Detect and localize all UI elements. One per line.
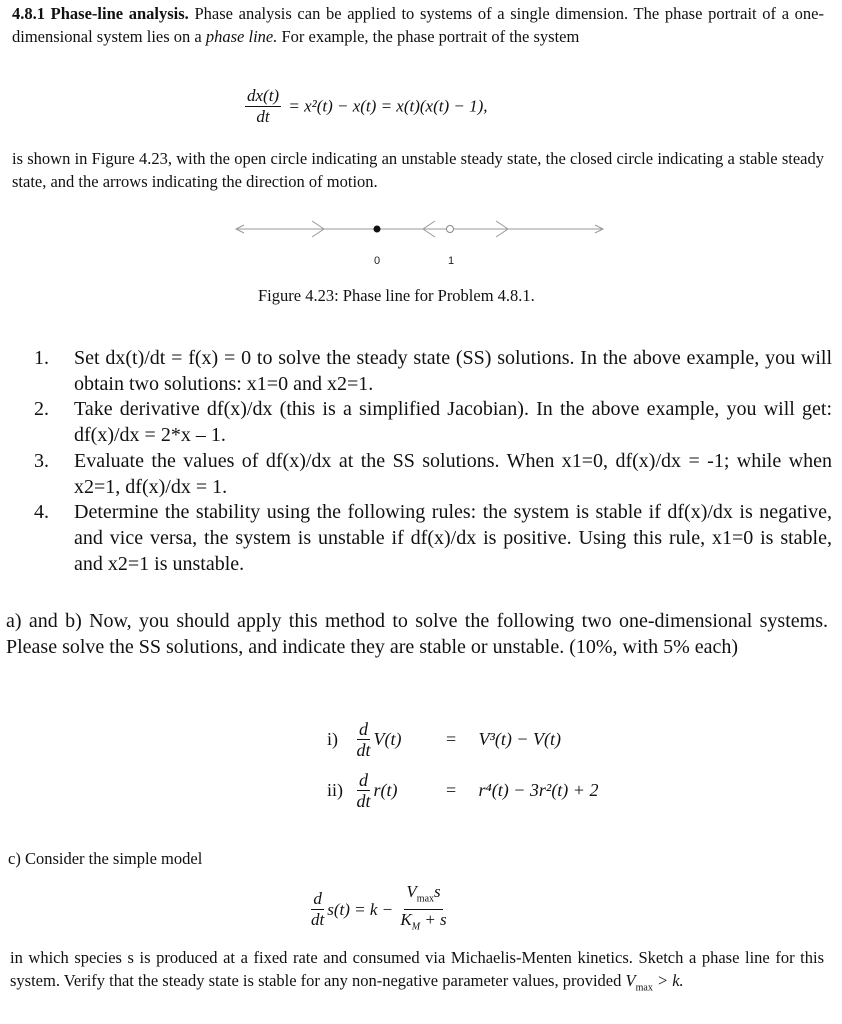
rate-denominator [400, 910, 446, 937]
fraction-numerator: d [359, 770, 368, 790]
derivative-fraction [245, 86, 281, 127]
derivative-fraction [357, 770, 371, 811]
step-number: 3. [34, 449, 49, 472]
derivative-fraction [311, 889, 324, 930]
system-equals: = [445, 729, 457, 749]
fraction-numerator: dx(t) [247, 86, 280, 105]
list-item [34, 346, 832, 397]
phase-line-figure [0, 208, 842, 268]
tick-label-1: 1 [447, 255, 455, 267]
system-equals: = [445, 780, 457, 800]
unstable-steady-state-point [447, 226, 454, 233]
system-variable: V(t) [373, 729, 402, 749]
step-number: 2. [34, 398, 49, 421]
system-i [327, 719, 561, 760]
vmax-symbol: V [406, 882, 417, 901]
task-ab-paragraph: a) and b) Now, you should apply this method to solve the following two one-dimensional systems. Please solve the SS solutions, and indicate they are stable or unstable. (10%, with 5% each) [6, 610, 828, 658]
derivative-fraction [357, 719, 371, 760]
km-subscript: M [411, 921, 421, 933]
system-ii [327, 770, 598, 811]
step-text: Take derivative df(x)/dx (this is a simplified Jacobian). In the above example, you will get: df(x)/dx = 2*x – 1. [74, 398, 832, 447]
equation-rhs: = x²(t) − x(t) = x(t)(x(t) − 1), [288, 96, 488, 116]
rate-numerator [404, 882, 442, 910]
fraction-denominator: dt [256, 107, 270, 126]
km-symbol: K [400, 910, 412, 930]
description-paragraph: is shown in Figure 4.23, with the open circle indicating an unstable steady state, the closed circle indicating a stable steady state, and the arrows indicating the direction of motion. [12, 149, 824, 191]
system-rhs: r⁴(t) − 3r²(t) + 2 [478, 780, 599, 800]
intro-emphasis: phase line. [205, 27, 278, 46]
step-number: 4. [34, 501, 49, 524]
stable-steady-state-point [374, 226, 381, 233]
closing-paragraph [10, 946, 824, 999]
main-equation [242, 86, 488, 127]
steps-list [34, 346, 832, 577]
tick-label-0: 0 [373, 255, 381, 267]
intro-text-2: For example, the phase portrait of the system [277, 27, 580, 46]
michaelis-menten-equation [308, 882, 450, 938]
rate-fraction [400, 882, 446, 938]
system-variable: r(t) [373, 780, 398, 800]
figure-caption: Figure 4.23: Phase line for Problem 4.8.1. [258, 286, 535, 305]
step-text: Determine the stability using the following rules: the system is stable if df(x)/dx is negative, and vice versa, the system is unstable if df(x)/dx is positive. Using this rule, x1=0 is stable, and x2=1 is unstable. [74, 501, 832, 575]
list-item [34, 500, 832, 577]
step-text: Set dx(t)/dt = f(x) = 0 to solve the steady state (SS) solutions. In the above example, you will obtain two solutions: x1=0 and x2=1. [74, 347, 832, 395]
intro-text-1: Phase analysis can be applied to systems of a single dimension. The phase portrait of a one-dimensional system lies on a [12, 4, 825, 46]
rate-denominator-tail: + s [420, 910, 447, 930]
fraction-denominator: dt [356, 791, 371, 811]
task-c-label: c) Consider the simple model [8, 849, 203, 868]
closing-text-1: in which species s is produced at a fixed rate and consumed via Michaelis-Menten kinetics. Sketch a phase line for this system. Verify that the steady state is stable for any non-negative parameter values, provided [10, 948, 824, 990]
step-number: 1. [34, 347, 49, 369]
list-item [34, 449, 832, 500]
system-label: i) [327, 729, 338, 749]
fraction-denominator: dt [311, 910, 325, 930]
list-item [34, 397, 832, 448]
equation-lhs: s(t) = k − [327, 899, 394, 919]
closing-vmax: V [625, 971, 636, 990]
system-label: ii) [327, 780, 343, 800]
rate-numerator-s: s [434, 882, 441, 901]
fraction-numerator: d [359, 719, 368, 739]
closing-text-2: > k. [652, 971, 684, 990]
fraction-denominator: dt [356, 740, 371, 760]
section-heading: 4.8.1 Phase-line analysis. [12, 4, 189, 23]
step-text: Evaluate the values of df(x)/dx at the SS solutions. When x1=0, df(x)/dx = -1; while when x2=1, df(x)/dx = 1. [74, 449, 832, 498]
closing-vmax-subscript: max [635, 982, 653, 994]
intro-paragraph [12, 2, 824, 48]
fraction-numerator: d [313, 889, 322, 909]
vmax-subscript: max [416, 893, 435, 905]
system-rhs: V³(t) − V(t) [478, 729, 562, 749]
